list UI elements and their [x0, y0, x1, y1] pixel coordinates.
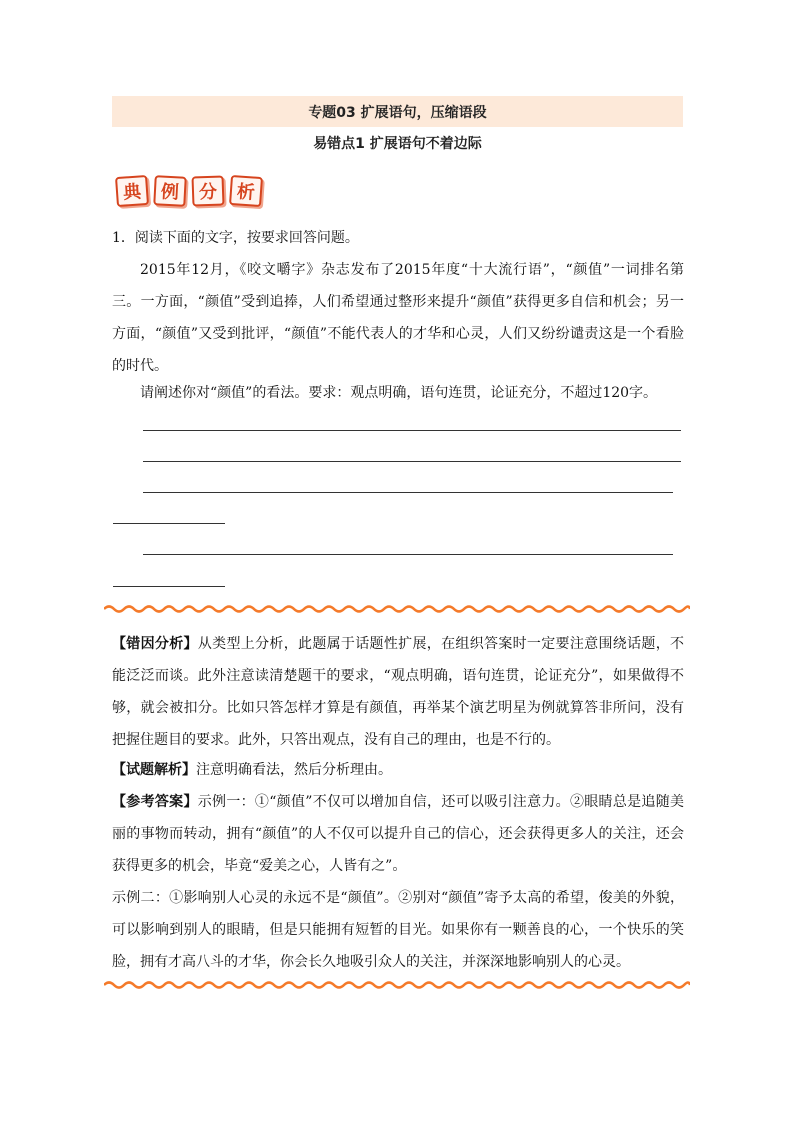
passage-line-1: 2015年12月，《咬文嚼字》杂志发布了2015年度“十大流行语”，“颜值”一词排名第三。 [112, 262, 684, 310]
stamp-char-2: 例 [153, 175, 187, 207]
answer-line-5[interactable] [143, 554, 673, 555]
wavy-divider-top [104, 604, 690, 614]
error-point-subtitle: 易错点1 扩展语句不着边际 [313, 136, 482, 152]
topic-title-band [112, 96, 683, 127]
answer-line-2[interactable] [143, 461, 681, 462]
method-analysis-label: 【试题解析】 [112, 762, 196, 778]
stamp-char-4: 析 [229, 175, 263, 207]
answer-line-3[interactable] [143, 492, 673, 493]
wavy-divider-bottom [104, 980, 690, 990]
reference-answer-label: 【参考答案】 [112, 794, 198, 810]
answer-line-6[interactable] [113, 586, 225, 587]
reference-answer-example-1: 示例一：①“颜值”不仅可以增加自信，还可以吸引注意力。②眼睛总是追随美丽的事物而转动，拥有“颜值”的人不仅可以提升自己的信心，还会获得更多人的关注，还会获得更多的机会，毕竟“爱美之心，人皆有之”。 [112, 794, 685, 874]
method-analysis [112, 754, 684, 786]
reference-answer [112, 786, 684, 882]
question-number-line: 1．阅读下面的文字，按要求回答问题。 [112, 230, 359, 246]
answer-line-4[interactable] [113, 523, 225, 524]
stamp-char-1: 典 [115, 175, 149, 207]
question-passage [112, 254, 684, 382]
passage-line-2: 一方面，“颜值”受到追捧，人们希望通过整形来提升“颜值”获得更多自信和机会；另一方面，“颜值”又受到批评，“颜值”不能代表人的才华和心灵，人们又纷纷谴责这是一个看脸的时代。 [112, 294, 684, 374]
question-prompt: 请阐述你对“颜值”的看法。要求：观点明确，语句连贯，论证充分，不超过120字。 [140, 385, 658, 401]
error-analysis [112, 628, 684, 756]
reference-answer-example-2: 示例二：①影响别人心灵的永远不是“颜值”。②别对“颜值”寄予太高的希望，俊美的外貌，可以影响到别人的眼睛，但是只能拥有短暂的目光。如果你有一颗善良的心，一个快乐的笑脸，拥有才高八斗的才华，你会长久地吸引众人的关注，并深深地影响别人的心灵。 [112, 890, 684, 970]
section-stamp-row [116, 176, 262, 206]
topic-title: 专题03 扩展语句，压缩语段 [308, 104, 487, 121]
method-analysis-text: 注意明确看法，然后分析理由。 [196, 762, 392, 778]
error-analysis-text: 从类型上分析，此题属于话题性扩展，在组织答案时一定要注意围绕话题，不能泛泛而谈。此外注意读清楚题干的要求，“观点明确，语句连贯，论证充分”，如果做得不够，就会被扣分。比如只答怎样才算是有颜值，再举某个演艺明星为例就算答非所问，没有把握住题目的要求。此外，只答出观点，没有自己的理由，也是不行的。 [112, 636, 685, 748]
error-analysis-label: 【错因分析】 [112, 636, 198, 652]
stamp-char-3: 分 [191, 175, 224, 206]
answer-line-1[interactable] [143, 430, 681, 431]
